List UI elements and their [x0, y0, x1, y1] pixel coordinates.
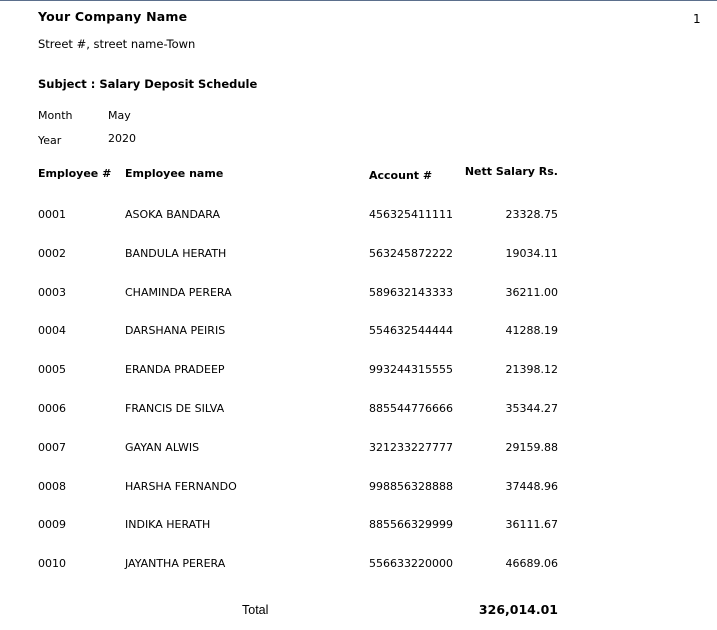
employee-name-cell: ASOKA BANDARA [125, 208, 221, 221]
nett-salary-cell: 23328.75 [505, 208, 558, 221]
header-employee-name: Employee name [125, 167, 224, 180]
nett-salary-cell: 21398.12 [505, 363, 558, 376]
employee-name-cell: ERANDA PRADEEP [125, 363, 225, 376]
nett-salary-cell: 36211.00 [505, 286, 558, 299]
employee-name-cell: GAYAN ALWIS [125, 441, 200, 454]
header-nett-salary: Nett Salary Rs. [464, 165, 558, 178]
employee-name-cell: HARSHA FERNANDO [125, 480, 237, 493]
employee-number-cell: 0002 [38, 247, 66, 260]
page-number: 1 [693, 12, 701, 26]
account-number-cell: 554632544444 [369, 324, 453, 337]
year-label: Year [38, 134, 62, 147]
nett-salary-cell: 19034.11 [505, 247, 558, 260]
month-value: May [108, 109, 131, 122]
account-number-cell: 556633220000 [369, 557, 453, 570]
nett-salary-cell: 37448.96 [505, 480, 558, 493]
account-number-cell: 456325411111 [369, 208, 453, 221]
employee-number-cell: 0004 [38, 324, 66, 337]
employee-number-cell: 0009 [38, 518, 66, 531]
nett-salary-cell: 36111.67 [505, 518, 558, 531]
total-value: 326,014.01 [478, 602, 558, 617]
employee-number-cell: 0007 [38, 441, 66, 454]
account-number-cell: 589632143333 [369, 286, 453, 299]
employee-name-cell: CHAMINDA PERERA [125, 286, 232, 299]
account-number-cell: 993244315555 [369, 363, 453, 376]
top-border-rule [0, 0, 717, 1]
employee-number-cell: 0005 [38, 363, 66, 376]
company-name: Your Company Name [38, 9, 188, 24]
header-employee-number: Employee # [38, 167, 112, 180]
nett-salary-cell: 41288.19 [505, 324, 558, 337]
nett-salary-cell: 46689.06 [505, 557, 558, 570]
employee-name-cell: INDIKA HERATH [125, 518, 211, 531]
account-number-cell: 885566329999 [369, 518, 453, 531]
company-address: Street #, street name-Town [38, 37, 196, 51]
header-account-number: Account # [369, 169, 433, 182]
employee-number-cell: 0003 [38, 286, 66, 299]
employee-name-cell: JAYANTHA PERERA [125, 557, 226, 570]
account-number-cell: 563245872222 [369, 247, 453, 260]
report-subject: Subject : Salary Deposit Schedule [38, 77, 258, 91]
account-number-cell: 321233227777 [369, 441, 453, 454]
employee-number-cell: 0001 [38, 208, 66, 221]
nett-salary-cell: 35344.27 [505, 402, 558, 415]
nett-salary-cell: 29159.88 [505, 441, 558, 454]
account-number-cell: 998856328888 [369, 480, 453, 493]
employee-number-cell: 0006 [38, 402, 66, 415]
total-label: Total [242, 603, 269, 617]
account-number-cell: 885544776666 [369, 402, 453, 415]
month-label: Month [38, 109, 73, 122]
employee-number-cell: 0010 [38, 557, 66, 570]
employee-name-cell: BANDULA HERATH [125, 247, 227, 260]
year-value: 2020 [108, 132, 136, 145]
employee-number-cell: 0008 [38, 480, 66, 493]
employee-name-cell: FRANCIS DE SILVA [125, 402, 225, 415]
employee-name-cell: DARSHANA PEIRIS [125, 324, 226, 337]
